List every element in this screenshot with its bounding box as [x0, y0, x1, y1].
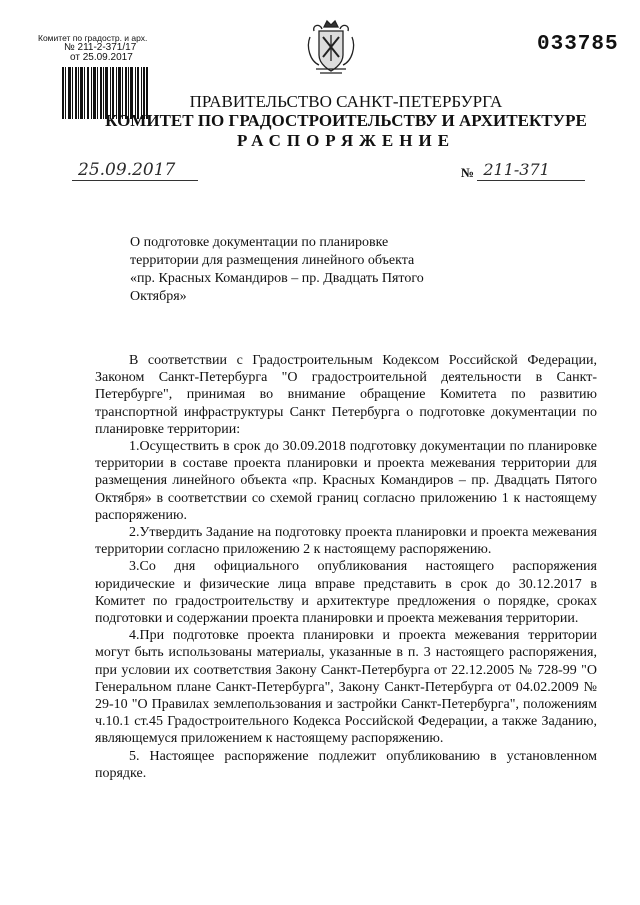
preamble-paragraph: В соответствии с Градостроительным Кодексом Российской Федерации, Законом Санкт-Петербурга "О градостроительной деятельности в Санкт-Петербурге", принимая во внимание обращение Комитета по развитию транспортной инфраструктуры Санкт Петербурга о подготовке документации по планировке территории:	[95, 353, 597, 437]
document-number: 211-371	[483, 160, 550, 179]
stamp-line-date: от 25.09.2017	[70, 52, 133, 63]
document-date: 25.09.2017	[78, 160, 176, 180]
document-number-field	[477, 160, 585, 181]
government-title: ПРАВИТЕЛЬСТВО САНКТ-ПЕТЕРБУРГА	[189, 92, 503, 111]
document-type-title: РАСПОРЯЖЕНИЕ	[236, 131, 456, 150]
document-body	[95, 352, 597, 782]
coat-of-arms-icon	[302, 17, 360, 79]
stamp-line-number: № 211-2-371/17	[64, 42, 137, 53]
document-subject: О подготовке документации по планировке территории для размещения линейного объекта «пр. Красных Командиров – пр. Двадцать Пятого Октября»	[130, 235, 424, 304]
document-number-label: №	[461, 165, 475, 180]
clause-4: 4.При подготовке проекта планировки и проекта межевания территории могут быть использованы материалы, указанные в п. 3 настоящего распоряжения, при условии их соответствия Закону Санкт-Петербурга от 22.12.2005 № 728-99 "О Генеральном плане Санкт-Петербурга", Закону Санкт-Петербурга от 04.02.2009 № 29-10 "О Правилах землепользования и застройки Санкт-Петербурга", положениям ч.10.1 ст.45 Градостроительного Кодекса Российской Федерации, а также Заданию, являющемуся приложением к настоящему распоряжению.	[95, 628, 597, 747]
committee-title: КОМИТЕТ ПО ГРАДОСТРОИТЕЛЬСТВУ И АРХИТЕКТУРЕ	[105, 111, 587, 130]
clause-3: 3.Со дня официального опубликования настоящего распоряжения юридические и физические лица вправе представить в срок до 30.12.2017 в Комитет по градостроительству и архитектуре предложения о порядке, сроках подготовки и содержании проекта планировки и проекта межевания территории.	[95, 559, 597, 627]
clause-2: 2.Утвердить Задание на подготовку проекта планировки и проекта межевания территории согласно приложению 2 к настоящему распоряжению.	[95, 525, 597, 558]
clause-5: 5. Настоящее распоряжение подлежит опубликованию в установленном порядке.	[95, 748, 597, 781]
document-date-field	[72, 160, 198, 181]
document-number-block	[461, 160, 585, 181]
registration-stamp	[38, 33, 147, 63]
stamp-line-org: Комитет по градостр. и арх.	[38, 33, 148, 43]
registration-number: 033785	[537, 33, 619, 56]
clause-1: 1.Осуществить в срок до 30.09.2018 подготовку документации по планировке территории в составе проекта планировки и проекта межевания территории для размещения линейного объекта «пр. Красных Командиров – пр. Двадцать Пятого Октября» в соответствии со схемой границ согласно приложению 1 к настоящему распоряжению.	[95, 439, 597, 523]
